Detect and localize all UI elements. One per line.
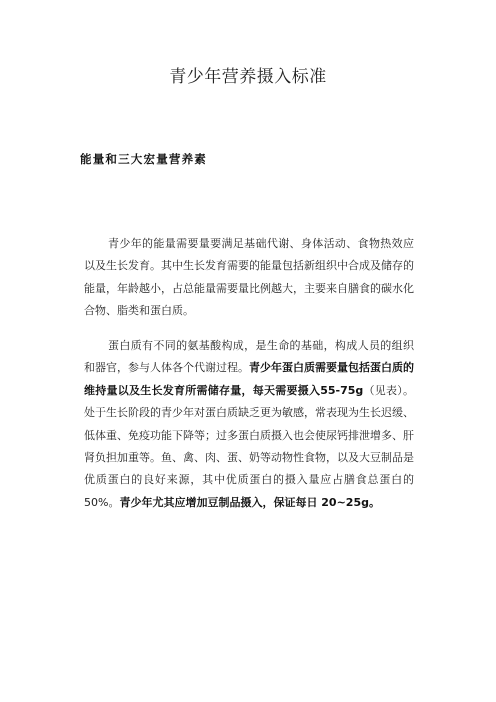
paragraph-energy-text: 青少年的能量需要量要满足基础代谢、身体活动、食物热效应以及生长发育。其中生长发育需要的能量包括新组织中合成及储存的能量，年龄越小，占总能量需要量比例越大，主要来自膳食的碳水化合物、脂类和蛋白质。 (84, 237, 414, 318)
page-title: 青少年营养摄入标准 (169, 67, 327, 87)
protein-requirement-bold: 青少年蛋白质需要量包括蛋白质的维持量以及生长发育所需储存量，每天需要摄入55-75g (84, 361, 414, 397)
soy-recommendation-bold: 青少年尤其应增加豆制品摄入，保证每日 20~25g。 (119, 495, 380, 509)
paragraph-energy (84, 233, 414, 323)
protein-intro-text: 蛋白质有不同的氨基酸构成，是生命的基础，构成人员的组织和器官，参与人体各个代谢过程。 (84, 339, 414, 375)
paragraph-protein (84, 335, 414, 514)
section-heading: 能量和三大宏量营养素 (80, 152, 207, 166)
protein-details-text: （见表）。处于生长阶段的青少年对蛋白质缺乏更为敏感，常表现为生长迟缓、低体重、免疫功能下降等；过多蛋白质摄入也会使尿钙排泄增多、肝肾负担加重等。鱼、禽、肉、蛋、奶等动物性食物，以及大豆制品是优质蛋白的良好来源，其中优质蛋白的摄入量应占膳食总蛋白的 50%。 (84, 383, 415, 509)
